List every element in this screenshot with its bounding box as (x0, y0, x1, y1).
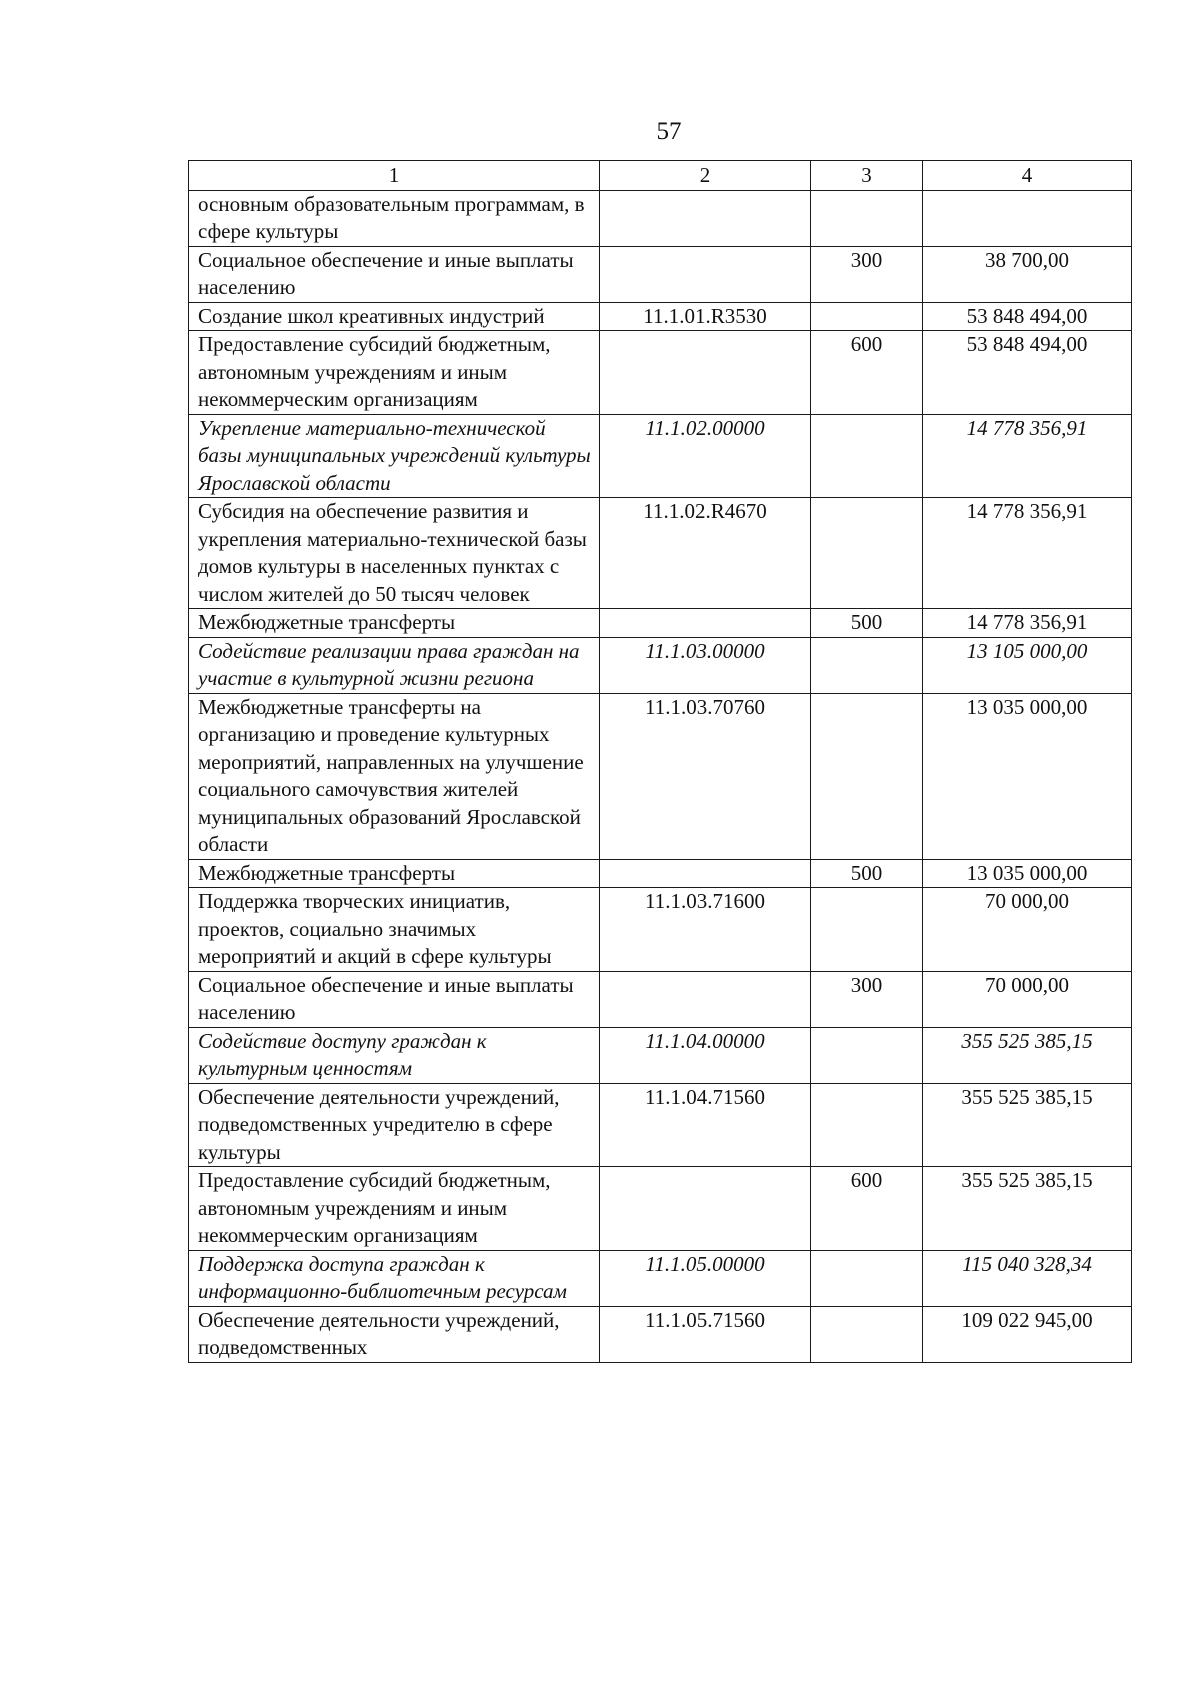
row-type-cell: 500 (811, 609, 923, 638)
table-row (189, 1083, 1132, 1167)
row-type-cell (811, 1306, 923, 1362)
row-amount-cell: 355 525 385,15 (923, 1083, 1132, 1167)
row-code-cell (600, 331, 811, 415)
row-type-cell (811, 190, 923, 246)
column-header-2: 2 (600, 161, 811, 191)
row-type-cell (811, 693, 923, 859)
table-row (189, 246, 1132, 302)
row-code-cell (600, 190, 811, 246)
row-name-cell: Обеспечение деятельности учреждений, подведомственных (189, 1306, 600, 1362)
row-type-cell: 300 (811, 246, 923, 302)
row-type-cell (811, 637, 923, 693)
table-row (189, 1250, 1132, 1306)
row-type-cell: 600 (811, 331, 923, 415)
row-name-cell: Субсидия на обеспечение развития и укрепления материально-технической базы домов культуры в населенных пунктах с числом жителей до 50 тысяч человек (189, 498, 600, 609)
row-name-cell: Обеспечение деятельности учреждений, подведомственных учредителю в сфере культуры (189, 1083, 600, 1167)
row-amount-cell: 14 778 356,91 (923, 609, 1132, 638)
row-code-cell: 11.1.04.71560 (600, 1083, 811, 1167)
row-name-cell: Содействие доступу граждан к культурным ценностям (189, 1027, 600, 1083)
table-row (189, 888, 1132, 972)
table-row (189, 971, 1132, 1027)
row-name-cell: основным образовательным программам, в сфере культуры (189, 190, 600, 246)
table-row (189, 859, 1132, 888)
row-name-cell: Поддержка доступа граждан к информационно-библиотечным ресурсам (189, 1250, 600, 1306)
row-type-cell (811, 414, 923, 498)
row-type-cell: 300 (811, 971, 923, 1027)
row-amount-cell: 53 848 494,00 (923, 331, 1132, 415)
row-code-cell: 11.1.02.00000 (600, 414, 811, 498)
row-code-cell (600, 971, 811, 1027)
row-name-cell: Создание школ креативных индустрий (189, 302, 600, 331)
row-type-cell (811, 1027, 923, 1083)
row-amount-cell: 53 848 494,00 (923, 302, 1132, 331)
row-amount-cell: 115 040 328,34 (923, 1250, 1132, 1306)
row-code-cell: 11.1.03.00000 (600, 637, 811, 693)
page-number: 57 (656, 118, 682, 145)
row-name-cell: Предоставление субсидий бюджетным, автономным учреждениям и иным некоммерческим организациям (189, 1167, 600, 1251)
row-name-cell: Межбюджетные трансферты (189, 609, 600, 638)
row-type-cell (811, 888, 923, 972)
table-row (189, 1306, 1132, 1362)
row-type-cell (811, 1250, 923, 1306)
row-amount-cell: 14 778 356,91 (923, 498, 1132, 609)
row-code-cell: 11.1.04.00000 (600, 1027, 811, 1083)
row-type-cell (811, 498, 923, 609)
row-amount-cell: 13 035 000,00 (923, 693, 1132, 859)
row-amount-cell: 38 700,00 (923, 246, 1132, 302)
row-name-cell: Содействие реализации права граждан на участие в культурной жизни региона (189, 637, 600, 693)
row-name-cell: Поддержка творческих инициатив, проектов, социально значимых мероприятий и акций в сфере культуры (189, 888, 600, 972)
row-name-cell: Социальное обеспечение и иные выплаты населению (189, 246, 600, 302)
column-header-3: 3 (811, 161, 923, 191)
row-name-cell: Межбюджетные трансферты (189, 859, 600, 888)
row-amount-cell: 13 035 000,00 (923, 859, 1132, 888)
row-code-cell (600, 859, 811, 888)
row-amount-cell: 355 525 385,15 (923, 1167, 1132, 1251)
table-row (189, 1027, 1132, 1083)
row-type-cell: 500 (811, 859, 923, 888)
row-code-cell (600, 1167, 811, 1251)
row-type-cell (811, 302, 923, 331)
row-amount-cell: 70 000,00 (923, 888, 1132, 972)
table-row (189, 331, 1132, 415)
table-row (189, 302, 1132, 331)
row-code-cell: 11.1.05.71560 (600, 1306, 811, 1362)
table-row (189, 637, 1132, 693)
row-name-cell: Предоставление субсидий бюджетным, автономным учреждениям и иным некоммерческим организациям (189, 331, 600, 415)
row-name-cell: Социальное обеспечение и иные выплаты населению (189, 971, 600, 1027)
row-amount-cell: 14 778 356,91 (923, 414, 1132, 498)
row-name-cell: Укрепление материально-технической базы муниципальных учреждений культуры Ярославской области (189, 414, 600, 498)
row-code-cell: 11.1.01.R3530 (600, 302, 811, 331)
table-row (189, 190, 1132, 246)
row-code-cell: 11.1.03.71600 (600, 888, 811, 972)
row-amount-cell (923, 190, 1132, 246)
header-row (189, 161, 1132, 191)
row-code-cell: 11.1.02.R4670 (600, 498, 811, 609)
table-row (189, 414, 1132, 498)
row-code-cell: 11.1.05.00000 (600, 1250, 811, 1306)
row-amount-cell: 355 525 385,15 (923, 1027, 1132, 1083)
row-amount-cell: 13 105 000,00 (923, 637, 1132, 693)
row-code-cell (600, 246, 811, 302)
row-type-cell: 600 (811, 1167, 923, 1251)
budget-table (188, 160, 1132, 1363)
table-body (189, 190, 1132, 1362)
row-amount-cell: 70 000,00 (923, 971, 1132, 1027)
column-header-4: 4 (923, 161, 1132, 191)
table-row (189, 693, 1132, 859)
row-code-cell: 11.1.03.70760 (600, 693, 811, 859)
table-row (189, 1167, 1132, 1251)
table-row (189, 498, 1132, 609)
row-name-cell: Межбюджетные трансферты на организацию и проведение культурных мероприятий, направленных на улучшение социального самочувствия жителей муниципальных образований Ярославской области (189, 693, 600, 859)
row-code-cell (600, 609, 811, 638)
table-row (189, 609, 1132, 638)
column-header-1: 1 (189, 161, 600, 191)
row-amount-cell: 109 022 945,00 (923, 1306, 1132, 1362)
row-type-cell (811, 1083, 923, 1167)
